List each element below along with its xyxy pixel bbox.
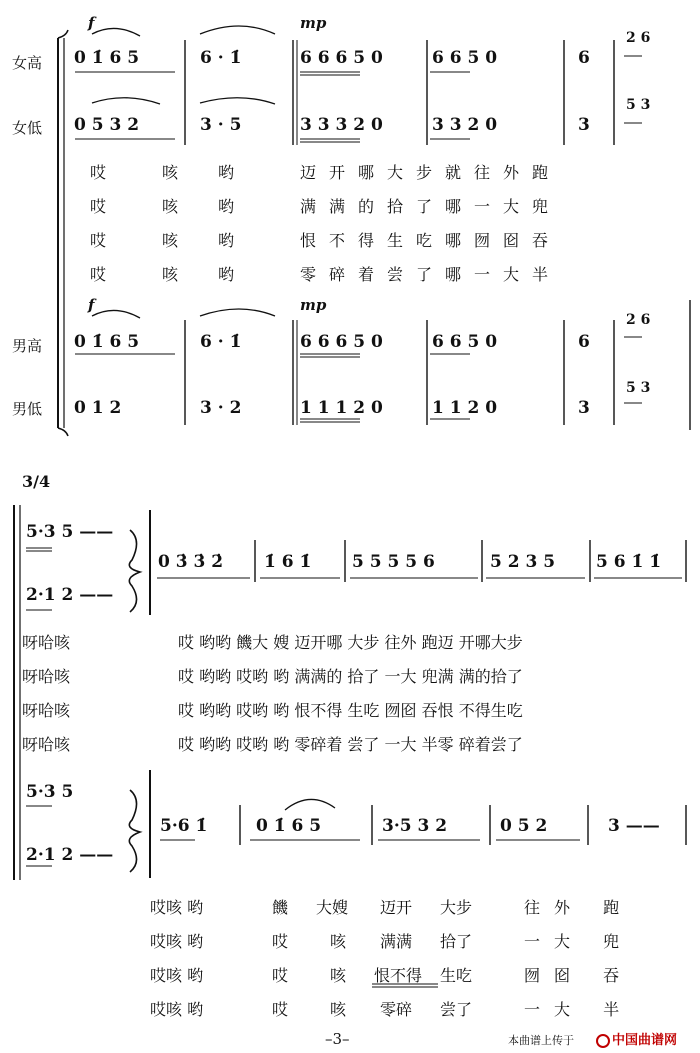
lyric-line: 拾了 bbox=[440, 932, 473, 951]
dynamic-forte-male: f bbox=[88, 296, 95, 314]
lyric-line: 哟 bbox=[218, 265, 235, 284]
lyric-line: 咳 bbox=[162, 197, 179, 216]
dynamic-forte: f bbox=[88, 14, 95, 32]
lyric-line: 哎咳 哟 bbox=[150, 966, 204, 985]
lyric-line: 零碎着尝了哪一大半 bbox=[300, 265, 562, 284]
s2-top-left: 5·3 5 —— bbox=[26, 522, 114, 542]
lyric-line: 咳 bbox=[162, 231, 179, 250]
lyric-line: 零碎 bbox=[380, 1000, 413, 1019]
lyric-line: 哎 bbox=[272, 932, 289, 951]
s3-measure-1: 5·6 1̇ bbox=[160, 816, 208, 836]
mh-measure-1: 0 1̇ 6 5 bbox=[74, 332, 140, 352]
lyric-line: 咳 bbox=[330, 966, 347, 985]
mh-measure-5: 6 bbox=[578, 332, 590, 352]
s2-measure-2: 1̇ 6 1̇ bbox=[264, 552, 312, 572]
lyric-line: 尝了 bbox=[440, 1000, 473, 1019]
fl-measure-1: 0 5 3 2 bbox=[74, 115, 140, 135]
fh-measure-6: 2 6 bbox=[626, 30, 651, 46]
mh-measure-2: 6 · 1̇ bbox=[200, 332, 242, 352]
lyric-line: 满满 bbox=[380, 932, 413, 951]
upload-credit: 本曲谱上传于 bbox=[508, 1034, 574, 1047]
lyric-line: 大嫂 bbox=[316, 898, 349, 917]
lyric-line: 呀哈咳 bbox=[22, 735, 71, 754]
time-signature: 3/4 bbox=[22, 472, 51, 491]
s3-top-left: 5·3 5 bbox=[26, 782, 74, 802]
s3-measure-2: 0 1̇ 6 5 bbox=[256, 816, 322, 836]
fh-measure-5: 6 bbox=[578, 48, 590, 68]
fl-measure-4: 3 3 2 0 bbox=[432, 115, 498, 135]
lyric-line: 哎 哟哟 哎哟 哟 满满的 拾了 一大 兜满 满的拾了 bbox=[178, 667, 523, 686]
s3-measure-5: 3 —— bbox=[608, 816, 660, 836]
label-female-high: 女高 bbox=[12, 54, 43, 72]
fh-measure-1: 0 1̇ 6 5 bbox=[74, 48, 140, 68]
lyric-line: 哎 哟哟 哎哟 哟 零碎着 尝了 一大 半零 碎着尝了 bbox=[178, 735, 523, 754]
ml-measure-4: 1 1 2 0 bbox=[432, 398, 498, 418]
label-female-low: 女低 bbox=[12, 119, 43, 137]
lyric-line: 恨不得 bbox=[374, 966, 423, 985]
lyric-line: 囫囵 吞 bbox=[524, 966, 634, 985]
lyric-line: 呀哈咳 bbox=[22, 633, 71, 652]
mh-measure-4: 6 6 5 0 bbox=[432, 332, 498, 352]
lyric-line: 哎 bbox=[90, 197, 107, 216]
fl-measure-3: 3 3 3 2 0 bbox=[300, 115, 383, 135]
lyric-line: 恨不得生吃哪囫囵吞 bbox=[300, 231, 562, 250]
s2-measure-1: 0 3̇ 3̇ 2̇ bbox=[158, 552, 224, 572]
lyric-line: 哎 bbox=[272, 966, 289, 985]
ml-measure-6: 5 3 bbox=[626, 380, 651, 396]
lyric-line: 哎 bbox=[90, 265, 107, 284]
s2-measure-3: 5 5 5 5 6 bbox=[352, 552, 435, 572]
lyric-line: 哎 哟哟 饑大 嫂 迈开哪 大步 往外 跑迈 开哪大步 bbox=[178, 633, 523, 652]
fh-measure-3: 6 6 6 5 0 bbox=[300, 48, 383, 68]
s2-measure-4: 5 2 3 5 bbox=[490, 552, 556, 572]
lyric-line: 哟 bbox=[218, 197, 235, 216]
ml-measure-1: 0 1 2 bbox=[74, 398, 122, 418]
s2-measure-5: 5 6 1̇ 1̇ bbox=[596, 552, 662, 572]
lyric-line: 哟 bbox=[218, 163, 235, 182]
lyric-line: 呀哈咳 bbox=[22, 701, 71, 720]
dynamic-mezzo-piano-male: mp bbox=[300, 296, 327, 314]
lyric-line: 咳 bbox=[330, 932, 347, 951]
lyric-line: 迈开哪大步就往外跑 bbox=[300, 163, 562, 182]
lyric-line: 哎 bbox=[272, 1000, 289, 1019]
mh-measure-6: 2 6 bbox=[626, 312, 651, 328]
lyric-line: 迈开 bbox=[380, 898, 413, 917]
label-male-high: 男高 bbox=[12, 337, 43, 355]
s2-bottom-left: 2·1 2 —— bbox=[26, 585, 114, 605]
lyric-line: 饑 bbox=[272, 898, 289, 917]
fl-measure-6: 5 3 bbox=[626, 97, 651, 113]
s3-measure-3: 3·5 3 2 bbox=[382, 816, 448, 836]
lyric-line: 咳 bbox=[330, 1000, 347, 1019]
s3-bottom-left: 2·1 2 —— bbox=[26, 845, 114, 865]
page-number: –3– bbox=[325, 1030, 350, 1048]
ml-measure-3: 1 1 1 2 0 bbox=[300, 398, 383, 418]
lyric-line: 哎咳 哟 bbox=[150, 898, 204, 917]
lyric-line: 咳 bbox=[162, 163, 179, 182]
lyric-line: 呀哈咳 bbox=[22, 667, 71, 686]
site-logo bbox=[596, 1029, 677, 1048]
lyric-line: 哎咳 哟 bbox=[150, 932, 204, 951]
ml-measure-2: 3 · 2 bbox=[200, 398, 242, 418]
lyric-line: 生吃 bbox=[440, 966, 473, 985]
label-male-low: 男低 bbox=[12, 400, 43, 418]
lyric-line: 哎咳 哟 bbox=[150, 1000, 204, 1019]
lyric-line: 哎 哟哟 哎哟 哟 恨不得 生吃 囫囵 吞恨 不得生吃 bbox=[178, 701, 523, 720]
lyric-line: 一大 兜 bbox=[524, 932, 634, 951]
site-logo-icon bbox=[596, 1034, 610, 1048]
lyric-line: 往外 跑 bbox=[524, 898, 634, 917]
lyric-line: 哟 bbox=[218, 231, 235, 250]
s3-measure-4: 0 5 2 bbox=[500, 816, 548, 836]
fh-measure-2: 6 · 1̇ bbox=[200, 48, 242, 68]
ml-measure-5: 3 bbox=[578, 398, 590, 418]
lyric-line: 满满的拾了哪一大兜 bbox=[300, 197, 562, 216]
lyric-line: 咳 bbox=[162, 265, 179, 284]
lyric-line: 哎 bbox=[90, 231, 107, 250]
fl-measure-2: 3 · 5 bbox=[200, 115, 242, 135]
lyric-line: 哎 bbox=[90, 163, 107, 182]
lyric-line: 一大 半 bbox=[524, 1000, 634, 1019]
site-name: 中国曲谱网 bbox=[612, 1033, 678, 1048]
dynamic-mezzo-piano: mp bbox=[300, 14, 327, 32]
fh-measure-4: 6 6 5 0 bbox=[432, 48, 498, 68]
lyric-line: 大步 bbox=[440, 898, 473, 917]
mh-measure-3: 6 6 6 5 0 bbox=[300, 332, 383, 352]
fl-measure-5: 3 bbox=[578, 115, 590, 135]
